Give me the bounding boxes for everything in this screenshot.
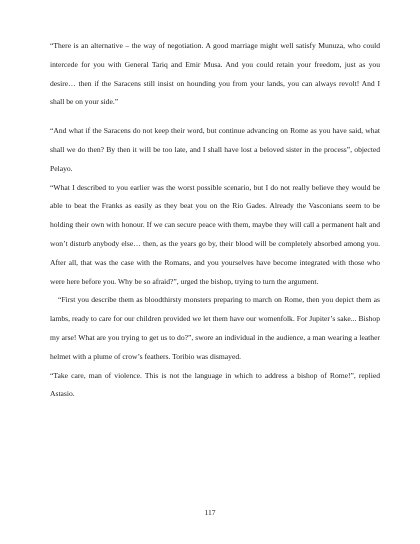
paragraph-alternative: “There is an alternative – the way of negotiation. A good marriage might well satisfy Munuza, who could intercede for you with General Tariq and Emir Musa. And you could retain your freedom, just as you desire… then if the Saracens still insist on hounding you from your lands, you can always revolt! And I shall be on your side.” — [50, 41, 380, 107]
body-text — [50, 37, 380, 404]
paragraph-audience-outburst: “First you describe them as bloodthirsty monsters preparing to march on Rome, then you depict them as lambs, ready to care for our children provided we let them have our womenfolk. For Jupiter’s sake... Bishop my arse! What are you trying to get us to do?”, swore an individual in the audience, a man wearing a leather helmet with a plume of crow’s feathers. Toribio was dismayed. — [50, 295, 380, 361]
paragraph-astasio-reply: “Take care, man of violence. This is not the language in which to address a bishop of Rome!”, replied Astasio. — [50, 370, 380, 399]
page-number: 117 — [204, 508, 216, 517]
paragraph-bishop-argument: “What I described to you earlier was the worst possible scenario, but I do not really believe they would be able to beat the Franks as easily as they beat you on the Rio Gades. Already the Vasconians seem to be holding their own with honour. If we can secure peace with them, maybe they will call a permanent halt and won’t disturb anybody else… then, as the years go by, their blood will be completely absorbed among you. After all, that was the case with the Romans, and you yourselves have become integrated with those who were here before you. Why be so afraid?”, urged the bishop, trying to turn the argument. — [50, 182, 380, 286]
paragraph-pelayo-objection: “And what if the Saracens do not keep their word, but continue advancing on Rome as you have said, what shall we do then? By then it will be too late, and I shall have lost a beloved sister in the process”, objected Pelayo. — [50, 126, 380, 173]
paragraph-spacer — [50, 112, 380, 122]
